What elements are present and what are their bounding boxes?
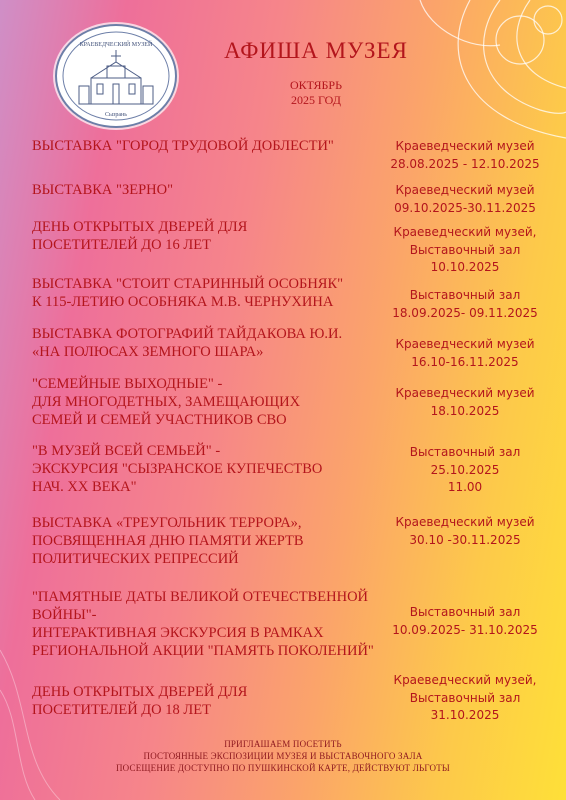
event-title-line: ВЫСТАВКА ФОТОГРАФИЙ ТАЙДАКОВА Ю.И. xyxy=(32,326,343,342)
event-venue: Краеведческий музей xyxy=(395,183,535,197)
page-title: АФИША МУЗЕЯ xyxy=(224,38,408,63)
event-venue-dates xyxy=(370,444,560,497)
footer-line-1: ПРИГЛАШАЕМ ПОСЕТИТЬ xyxy=(224,739,342,749)
event-date: 09.10.2025-30.11.2025 xyxy=(394,200,536,215)
event-date: 16.10-16.11.2025 xyxy=(411,354,519,369)
event-title xyxy=(32,137,372,155)
event-title-line: ПОСЕТИТЕЛЕЙ ДО 16 ЛЕТ xyxy=(32,237,211,253)
event-venue-dates xyxy=(370,385,560,420)
event-title-line: РЕГИОНАЛЬНОЙ АКЦИИ "ПАМЯТЬ ПОКОЛЕНИЙ" xyxy=(32,643,374,659)
event-title xyxy=(32,218,372,254)
event-venue: Краеведческий музей, xyxy=(393,673,537,687)
event-date: 18.09.2025- 09.11.2025 xyxy=(392,305,538,320)
event-title-line: ВЫСТАВКА "СТОИТ СТАРИННЫЙ ОСОБНЯК" xyxy=(32,276,344,292)
event-venue: Выставочный зал xyxy=(409,605,521,619)
event-date: 11.00 xyxy=(447,480,483,494)
event-title-line: ЭКСКУРСИЯ "СЫЗРАНСКОЕ КУПЕЧЕСТВО xyxy=(32,461,323,477)
footer-line-2: ПОСТОЯННЫЕ ЭКСПОЗИЦИИ МУЗЕЯ И ВЫСТАВОЧНОГО ЗАЛА xyxy=(143,751,423,761)
event-title-line: ВЫСТАВКА "ЗЕРНО" xyxy=(32,182,173,198)
event-venue: Краеведческий музей xyxy=(395,139,535,153)
event-title-line: ВЫСТАВКА "ГОРОД ТРУДОВОЙ ДОБЛЕСТИ" xyxy=(32,138,334,154)
event-date: 10.09.2025- 31.10.2025 xyxy=(392,622,538,637)
event-title xyxy=(32,588,372,660)
event-venue: Выставочный зал xyxy=(409,288,521,302)
event-title-line: «НА ПОЛЮСАХ ЗЕМНОГО ШАРА» xyxy=(32,344,264,360)
year-label: 2025 ГОД xyxy=(291,93,341,107)
event-date: 30.10 -30.11.2025 xyxy=(409,532,521,547)
event-title xyxy=(32,514,372,568)
event-title xyxy=(32,442,372,496)
period xyxy=(226,78,406,108)
event-title-line: ПОЛИТИЧЕСКИХ РЕПРЕССИЙ xyxy=(32,551,239,567)
footer-notice xyxy=(60,738,506,774)
event-date: 28.08.2025 - 12.10.2025 xyxy=(390,156,540,171)
event-title-line: ПОСЕТИТЕЛЕЙ ДО 18 ЛЕТ xyxy=(32,702,211,718)
event-title-line: ИНТЕРАКТИВНАЯ ЭКСКУРСИЯ В РАМКАХ xyxy=(32,625,324,641)
event-date: 18.10.2025 xyxy=(430,403,500,418)
month-label: ОКТЯБРЬ xyxy=(289,78,342,92)
event-venue: Краеведческий музей xyxy=(395,337,535,351)
event-venue-dates xyxy=(370,182,560,217)
event-title-line: ВОЙНЫ"- xyxy=(32,607,97,623)
event-title-line: "СЕМЕЙНЫЕ ВЫХОДНЫЕ" - xyxy=(32,376,223,392)
event-title xyxy=(32,325,372,361)
event-title-line: ПОСВЯЩЕННАЯ ДНЮ ПАМЯТИ ЖЕРТВ xyxy=(32,533,304,549)
footer-line-3: ПОСЕЩЕНИЕ ДОСТУПНО ПО ПУШКИНСКОЙ КАРТЕ, ДЕЙСТВУЮТ ЛЬГОТЫ xyxy=(115,763,450,773)
event-venue-dates xyxy=(370,336,560,371)
event-venue-dates xyxy=(370,514,560,549)
event-venue: Краеведческий музей xyxy=(395,386,535,400)
event-title-line: СЕМЕЙ И СЕМЕЙ УЧАСТНИКОВ СВО xyxy=(32,412,287,428)
event-title-line: "ПАМЯТНЫЕ ДАТЫ ВЕЛИКОЙ ОТЕЧЕСТВЕННОЙ xyxy=(32,589,369,605)
museum-logo xyxy=(55,24,177,128)
event-venue-dates xyxy=(370,224,560,277)
event-date: Выставочный зал xyxy=(409,690,521,705)
museum-building-icon xyxy=(57,26,175,126)
event-venue: Краеведческий музей, xyxy=(393,225,537,239)
event-title-line: ДЕНЬ ОТКРЫТЫХ ДВЕРЕЙ ДЛЯ xyxy=(32,219,248,235)
event-title-line: ДЛЯ МНОГОДЕТНЫХ, ЗАМЕЩАЮЩИХ xyxy=(32,394,301,410)
event-title-line: НАЧ. XX ВЕКА" xyxy=(32,479,137,495)
event-venue: Краеведческий музей xyxy=(395,515,535,529)
event-venue: Выставочный зал xyxy=(409,445,521,459)
event-title xyxy=(32,375,372,429)
event-title xyxy=(32,275,372,311)
event-date: Выставочный зал xyxy=(409,242,521,257)
event-date: 25.10.2025 xyxy=(430,462,500,477)
event-title xyxy=(32,683,372,719)
event-date: 31.10.2025 xyxy=(430,708,500,722)
event-venue-dates xyxy=(370,672,560,725)
event-title-line: ДЕНЬ ОТКРЫТЫХ ДВЕРЕЙ ДЛЯ xyxy=(32,684,248,700)
event-title-line: "В МУЗЕЙ ВСЕЙ СЕМЬЕЙ" - xyxy=(32,443,221,459)
event-venue-dates xyxy=(370,287,560,322)
event-title xyxy=(32,181,372,199)
event-venue-dates xyxy=(370,604,560,639)
event-venue-dates xyxy=(370,138,560,173)
logo-caption-top: КРАЕВЕДЧЕСКИЙ МУЗЕЙ xyxy=(79,42,153,48)
logo-caption-bottom: Сызрань xyxy=(104,112,128,118)
event-title-line: ВЫСТАВКА «ТРЕУГОЛЬНИК ТЕРРОРА», xyxy=(32,515,302,531)
event-title-line: К 115-ЛЕТИЮ ОСОБНЯКА М.В. ЧЕРНУХИНА xyxy=(32,294,334,310)
event-date: 10.10.2025 xyxy=(430,260,500,274)
